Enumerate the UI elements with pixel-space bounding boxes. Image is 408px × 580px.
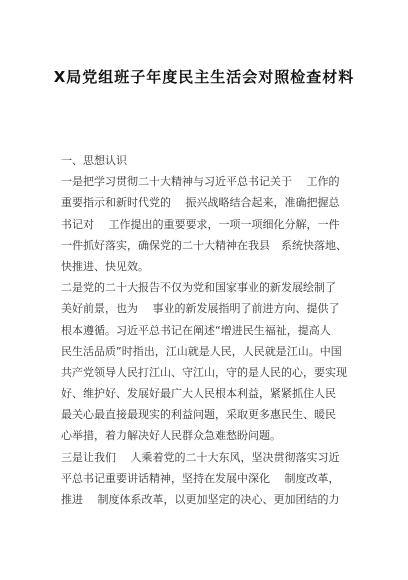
body-line: 快推进、快见效。 xyxy=(61,259,149,273)
body-line: 推进 制度体系改革，以更加坚定的决心、更加团结的力 xyxy=(61,493,340,506)
body-line: 书记对 工作提出的重要要求，一项一项细化分解，一件 xyxy=(61,217,340,231)
body-line: 重要指示和新时代党的 振兴战略结合起来，准确把握总 xyxy=(61,196,340,210)
body-line: 美好前景，也为 事业的新发展指明了前进方向、提供了 xyxy=(61,302,340,316)
body-line: 好、维护好、发展好最广大人民根本利益，紧紧抓住人民 xyxy=(61,387,336,401)
body-line: 一是把学习贯彻二十大精神与习近平总书记关于 工作的 xyxy=(61,175,340,189)
body-line: 民生活品质”时指出，江山就是人民，人民就是江山。中国 xyxy=(61,344,342,358)
body-line: 一件抓好落实，确保党的二十大精神在我县 系统快落地、 xyxy=(61,238,347,252)
body-line: 共产党领导人民打江山、守江山，守的是人民的心，要实现 xyxy=(61,365,347,379)
body-line: 二是党的二十大报告不仅为党和国家事业的新发展绘制了 xyxy=(61,281,336,295)
document-title: X局党组班子年度民主生活会对照检查材料 xyxy=(53,68,355,86)
document-body xyxy=(61,150,351,510)
body-line: 平总书记重要讲话精神，坚持在发展中深化 制度改革， xyxy=(61,471,340,485)
body-line: 心举措，着力解决好人民群众急难愁盼问题。 xyxy=(61,429,281,443)
body-line: 根本遵循。习近平总书记在阐述“增进民生福祉，提高人 xyxy=(61,323,331,337)
body-line: 三是让我们 人乘着党的二十大东风，坚决贯彻落实习近 xyxy=(61,450,340,464)
body-line: 最关心最直接最现实的利益问题，采取更多惠民生、暖民 xyxy=(61,408,336,422)
section-heading: 一、思想认识 xyxy=(61,154,127,167)
